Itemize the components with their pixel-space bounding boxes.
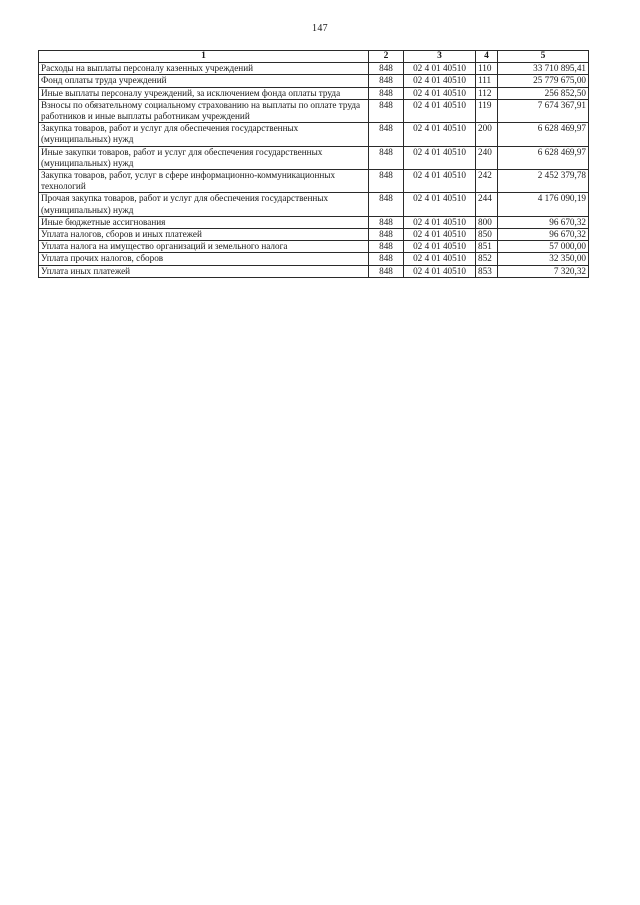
row-name-cell: Иные бюджетные ассигнования — [39, 216, 369, 228]
table-row — [39, 123, 589, 146]
row-code-cell: 848 — [369, 123, 404, 146]
row-vr-cell: 800 — [476, 216, 498, 228]
row-code-cell: 848 — [369, 229, 404, 241]
row-name-cell: Прочая закупка товаров, работ и услуг для обеспечения государственных (муниципальных) нужд — [39, 193, 369, 216]
row-vr-cell: 110 — [476, 63, 498, 75]
budget-table — [38, 50, 589, 278]
row-name-cell: Закупка товаров, работ и услуг для обеспечения государственных (муниципальных) нужд — [39, 123, 369, 146]
row-csr-cell: 02 4 01 40510 — [404, 170, 476, 193]
row-vr-cell: 112 — [476, 87, 498, 99]
row-code-cell: 848 — [369, 99, 404, 122]
header-col-3: 3 — [404, 51, 476, 63]
header-col-5: 5 — [498, 51, 589, 63]
table-body — [39, 63, 589, 278]
row-vr-cell: 119 — [476, 99, 498, 122]
row-csr-cell: 02 4 01 40510 — [404, 241, 476, 253]
row-sum-cell: 7 320,32 — [498, 265, 589, 277]
row-sum-cell: 256 852,50 — [498, 87, 589, 99]
row-vr-cell: 853 — [476, 265, 498, 277]
row-vr-cell: 851 — [476, 241, 498, 253]
header-row — [39, 51, 589, 63]
row-csr-cell: 02 4 01 40510 — [404, 193, 476, 216]
row-code-cell: 848 — [369, 75, 404, 87]
row-name-cell: Уплата прочих налогов, сборов — [39, 253, 369, 265]
row-name-cell: Уплата иных платежей — [39, 265, 369, 277]
header-col-2: 2 — [369, 51, 404, 63]
row-sum-cell: 6 628 469,97 — [498, 123, 589, 146]
table-row — [39, 170, 589, 193]
row-vr-cell: 111 — [476, 75, 498, 87]
row-csr-cell: 02 4 01 40510 — [404, 123, 476, 146]
row-vr-cell: 242 — [476, 170, 498, 193]
row-vr-cell: 200 — [476, 123, 498, 146]
table-row — [39, 229, 589, 241]
table-row — [39, 63, 589, 75]
table-row — [39, 146, 589, 169]
table-row — [39, 241, 589, 253]
row-sum-cell: 25 779 675,00 — [498, 75, 589, 87]
row-code-cell: 848 — [369, 265, 404, 277]
row-sum-cell: 32 350,00 — [498, 253, 589, 265]
table-header — [39, 51, 589, 63]
row-name-cell: Закупка товаров, работ, услуг в сфере информационно-коммуникационных технологий — [39, 170, 369, 193]
row-sum-cell: 96 670,32 — [498, 216, 589, 228]
table-row — [39, 193, 589, 216]
row-sum-cell: 7 674 367,91 — [498, 99, 589, 122]
row-name-cell: Уплата налога на имущество организаций и земельного налога — [39, 241, 369, 253]
table-row — [39, 87, 589, 99]
table-row — [39, 99, 589, 122]
row-vr-cell: 850 — [476, 229, 498, 241]
row-csr-cell: 02 4 01 40510 — [404, 87, 476, 99]
row-sum-cell: 33 710 895,41 — [498, 63, 589, 75]
row-csr-cell: 02 4 01 40510 — [404, 229, 476, 241]
row-vr-cell: 240 — [476, 146, 498, 169]
table-row — [39, 75, 589, 87]
row-name-cell: Фонд оплаты труда учреждений — [39, 75, 369, 87]
header-col-1: 1 — [39, 51, 369, 63]
row-code-cell: 848 — [369, 241, 404, 253]
row-name-cell: Иные закупки товаров, работ и услуг для обеспечения государственных (муниципальных) нужд — [39, 146, 369, 169]
row-vr-cell: 244 — [476, 193, 498, 216]
row-csr-cell: 02 4 01 40510 — [404, 63, 476, 75]
row-csr-cell: 02 4 01 40510 — [404, 146, 476, 169]
row-name-cell: Уплата налогов, сборов и иных платежей — [39, 229, 369, 241]
row-code-cell: 848 — [369, 216, 404, 228]
row-code-cell: 848 — [369, 170, 404, 193]
row-csr-cell: 02 4 01 40510 — [404, 253, 476, 265]
row-code-cell: 848 — [369, 146, 404, 169]
row-sum-cell: 4 176 090,19 — [498, 193, 589, 216]
row-code-cell: 848 — [369, 253, 404, 265]
row-name-cell: Иные выплаты персоналу учреждений, за исключением фонда оплаты труда — [39, 87, 369, 99]
row-code-cell: 848 — [369, 87, 404, 99]
table-row — [39, 265, 589, 277]
row-name-cell: Взносы по обязательному социальному страхованию на выплаты по оплате труда работников и иные выплаты работникам учреждений — [39, 99, 369, 122]
row-sum-cell: 96 670,32 — [498, 229, 589, 241]
header-col-4: 4 — [476, 51, 498, 63]
row-vr-cell: 852 — [476, 253, 498, 265]
row-code-cell: 848 — [369, 63, 404, 75]
row-sum-cell: 6 628 469,97 — [498, 146, 589, 169]
row-csr-cell: 02 4 01 40510 — [404, 265, 476, 277]
row-name-cell: Расходы на выплаты персоналу казенных учреждений — [39, 63, 369, 75]
row-code-cell: 848 — [369, 193, 404, 216]
row-csr-cell: 02 4 01 40510 — [404, 75, 476, 87]
table-row — [39, 216, 589, 228]
row-csr-cell: 02 4 01 40510 — [404, 99, 476, 122]
row-csr-cell: 02 4 01 40510 — [404, 216, 476, 228]
row-sum-cell: 2 452 379,78 — [498, 170, 589, 193]
table-row — [39, 253, 589, 265]
row-sum-cell: 57 000,00 — [498, 241, 589, 253]
page-number: 147 — [312, 23, 328, 34]
